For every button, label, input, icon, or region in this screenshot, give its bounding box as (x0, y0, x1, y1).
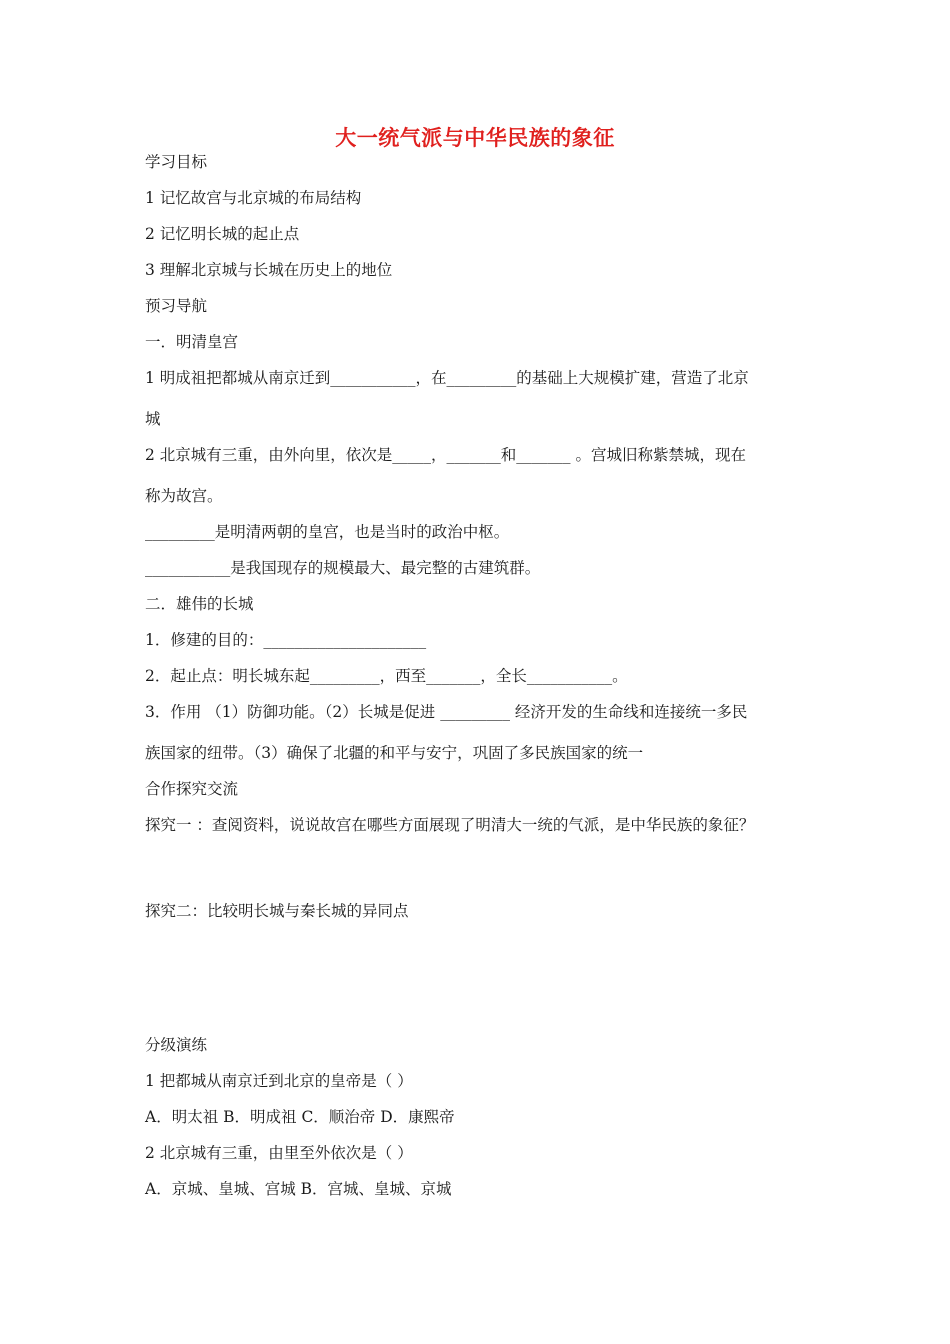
heading-graded-practice: 分级演练 (145, 1036, 208, 1054)
wall-purpose-line: 1．修建的目的：_____________________ (145, 631, 427, 649)
document-title: 大一统气派与中华民族的象征 (335, 125, 615, 150)
question-1-line-2: 城 (145, 410, 161, 428)
wall-function-line-1: 3．作用 （1）防御功能。（2）长城是促进 _________ 经济开发的生命线和连接统一多民 (145, 703, 748, 721)
practice-question-1: 1 把都城从南京迁到北京的皇帝是（ ） (145, 1072, 413, 1090)
wall-function-line-2: 族国家的纽带。（3）确保了北疆的和平与安宁，巩固了多民族国家的统一 (145, 744, 644, 762)
inquiry-1: 探究一 ：查阅资料，说说故宫在哪些方面展现了明清大一统的气派，是中华民族的象征？ (145, 816, 755, 834)
question-1-line-1: 1 明成祖把都城从南京迁到___________，在_________的基础上大规模扩建，营造了北京 (145, 369, 749, 387)
practice-options-2: A．京城、皇城、宫城 B．宫城、皇城、京城 (145, 1180, 452, 1198)
question-2-line-1: 2 北京城有三重，由外向里，依次是_____，_______和_______ 。宫城旧称紫禁城，现在 (145, 446, 746, 464)
heading-learning-goals: 学习目标 (145, 153, 208, 171)
palace-blank-line: _________是明清两朝的皇宫，也是当时的政治中枢。 (145, 523, 510, 541)
architecture-blank-line: ___________是我国现存的规模最大、最完整的古建筑群。 (145, 559, 541, 577)
question-2-line-2: 称为故宫。 (145, 487, 223, 505)
goal-3: 3 理解北京城与长城在历史上的地位 (145, 261, 393, 279)
section-2-heading: 二．雄伟的长城 (145, 595, 254, 613)
practice-question-2: 2 北京城有三重，由里至外依次是（ ） (145, 1144, 413, 1162)
section-1-heading: 一．明清皇宫 (145, 333, 239, 351)
wall-endpoints-line: 2．起止点：明长城东起_________，西至_______，全长___________。 (145, 667, 628, 685)
goal-2: 2 记忆明长城的起止点 (145, 225, 300, 243)
heading-cooperation: 合作探究交流 (145, 780, 239, 798)
inquiry-2: 探究二：比较明长城与秦长城的异同点 (145, 902, 409, 920)
heading-preview-guide: 预习导航 (145, 297, 208, 315)
goal-1: 1 记忆故宫与北京城的布局结构 (145, 189, 362, 207)
practice-options-1: A．明太祖 B．明成祖 C．顺治帝 D．康熙帝 (145, 1108, 455, 1126)
